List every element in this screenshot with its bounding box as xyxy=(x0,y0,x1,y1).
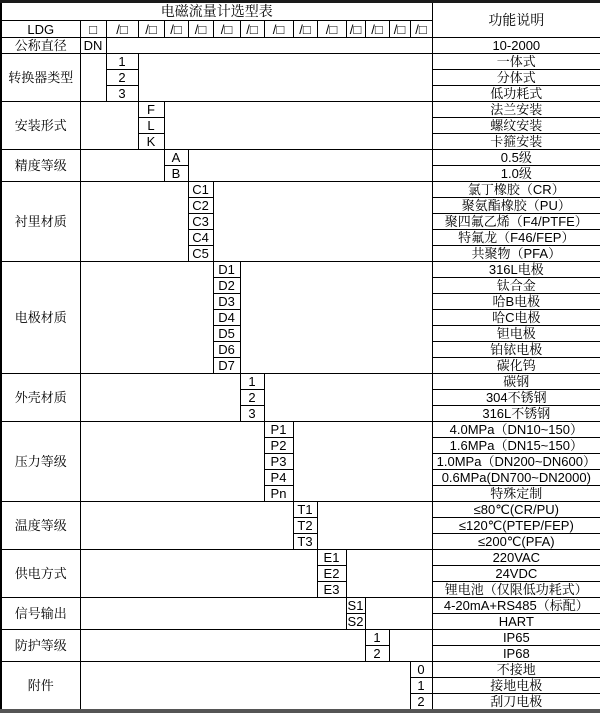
option-code: P2 xyxy=(264,438,293,454)
option-description: 1.0MPa（DN200~DN600） xyxy=(432,454,600,470)
option-description: 刮刀电极 xyxy=(432,694,600,712)
option-code: 2 xyxy=(365,646,389,662)
option-description: 碳钢 xyxy=(432,374,600,390)
option-description: 10-2000 xyxy=(432,38,600,54)
model-slot: /□ xyxy=(213,21,240,38)
blank-cell xyxy=(188,150,432,182)
option-description: ≤120℃(PTEP/FEP) xyxy=(432,518,600,534)
blank-cell xyxy=(240,262,432,374)
option-code: D7 xyxy=(213,358,240,374)
option-code: DN xyxy=(80,38,106,54)
option-description: 304不锈钢 xyxy=(432,390,600,406)
blank-cell xyxy=(264,374,432,422)
category-label: 公称直径 xyxy=(1,38,80,54)
option-code: B xyxy=(164,166,188,182)
option-code: E2 xyxy=(317,566,346,582)
option-description: 分体式 xyxy=(432,70,600,86)
category-label: 精度等级 xyxy=(1,150,80,182)
category-label: 附件 xyxy=(1,662,80,712)
option-code: L xyxy=(138,118,164,134)
category-label: 温度等级 xyxy=(1,502,80,550)
option-description: 316L不锈钢 xyxy=(432,406,600,422)
option-code: S1 xyxy=(347,598,364,613)
option-description: 螺纹安装 xyxy=(432,118,600,134)
category-label: 防护等级 xyxy=(1,630,80,662)
option-description: 接地电极 xyxy=(432,678,600,694)
model-slot: /□ xyxy=(293,21,317,38)
option-description: 聚氨酯橡胶（PU） xyxy=(432,198,600,214)
category-label: 供电方式 xyxy=(1,550,80,598)
option-code: E1 xyxy=(317,550,346,566)
option-description: 碳化钨 xyxy=(432,358,600,374)
model-slot: /□ xyxy=(164,21,188,38)
model-slot: /□ xyxy=(138,21,164,38)
title-row xyxy=(1,2,600,21)
blank-cell xyxy=(138,54,432,102)
blank-cell xyxy=(80,630,365,662)
option-code: E3 xyxy=(317,582,346,598)
spec-row xyxy=(1,102,600,118)
spec-row xyxy=(1,150,600,166)
option-code: D5 xyxy=(213,326,240,342)
table-title: 电磁流量计选型表 xyxy=(1,2,432,21)
model-slot: /□ xyxy=(346,21,365,38)
option-code: 1 xyxy=(410,678,432,694)
option-description: 钛合金 xyxy=(432,278,600,294)
blank-cell xyxy=(365,598,432,630)
model-slot: /□ xyxy=(389,21,410,38)
option-description: 4-20mA+RS485（标配） xyxy=(432,598,600,614)
option-description: 特氟龙（F46/FEP） xyxy=(432,230,600,246)
option-code: Pn xyxy=(264,486,293,502)
option-description: 24VDC xyxy=(432,566,600,582)
blank-cell xyxy=(80,550,317,598)
blank-cell xyxy=(106,38,432,54)
spec-row xyxy=(1,262,600,278)
option-code: 3 xyxy=(106,86,138,102)
option-description: 0.5级 xyxy=(432,150,600,166)
option-description: 一体式 xyxy=(432,54,600,70)
option-description: IP68 xyxy=(432,646,600,662)
blank-cell xyxy=(80,102,138,150)
blank-cell xyxy=(80,54,106,102)
blank-cell xyxy=(80,374,240,422)
option-code: D3 xyxy=(213,294,240,310)
option-code: T2 xyxy=(293,518,317,534)
spec-row xyxy=(1,182,600,198)
option-code: S2 xyxy=(347,614,364,629)
blank-cell xyxy=(293,422,432,502)
option-description: 卡箍安装 xyxy=(432,134,600,150)
blank-cell xyxy=(80,182,188,262)
category-label: 转换器类型 xyxy=(1,54,80,102)
blank-cell xyxy=(317,502,432,550)
option-description: 氯丁橡胶（CR） xyxy=(432,182,600,198)
option-code: A xyxy=(164,150,188,166)
option-description: 哈C电极 xyxy=(432,310,600,326)
option-description: 铂铱电极 xyxy=(432,342,600,358)
option-description: 1.6MPa（DN15~150） xyxy=(432,438,600,454)
model-box: □ xyxy=(80,21,106,38)
spec-row xyxy=(1,598,600,614)
option-code: D2 xyxy=(213,278,240,294)
option-code: P3 xyxy=(264,454,293,470)
spec-row xyxy=(1,374,600,390)
option-description: ≤80℃(CR/PU) xyxy=(432,502,600,518)
option-description: 低功耗式 xyxy=(432,86,600,102)
function-header: 功能说明 xyxy=(432,2,600,38)
option-code: 1 xyxy=(365,630,389,646)
option-description: 聚四氟乙烯（F4/PTFE） xyxy=(432,214,600,230)
option-code: P1 xyxy=(264,422,293,438)
option-description: 锂电池（仅限低功耗式） xyxy=(432,582,600,598)
model-slot: /□ xyxy=(106,21,138,38)
option-code: T3 xyxy=(293,534,317,550)
option-description: 316L电极 xyxy=(432,262,600,278)
option-description: 4.0MPa（DN10~150） xyxy=(432,422,600,438)
model-slot: /□ xyxy=(240,21,264,38)
option-code: C2 xyxy=(188,198,213,214)
blank-cell xyxy=(80,502,293,550)
blank-cell xyxy=(80,262,213,374)
option-description: 1.0级 xyxy=(432,166,600,182)
option-description: 220VAC xyxy=(432,550,600,566)
category-label: 电极材质 xyxy=(1,262,80,374)
option-code: D4 xyxy=(213,310,240,326)
category-label: 压力等级 xyxy=(1,422,80,502)
blank-cell xyxy=(213,182,432,262)
model-slot: /□ xyxy=(264,21,293,38)
model-slot: /□ xyxy=(317,21,346,38)
option-code: T1 xyxy=(293,502,317,518)
category-label: 信号输出 xyxy=(1,598,80,630)
option-description: IP65 xyxy=(432,630,600,646)
option-description: ≤200℃(PFA) xyxy=(432,534,600,550)
table-body xyxy=(1,2,600,712)
spec-row xyxy=(1,38,600,54)
model-slot: /□ xyxy=(410,21,432,38)
spec-row xyxy=(1,630,600,646)
option-description: 共聚物（PFA） xyxy=(432,246,600,262)
option-description: HART xyxy=(432,614,600,630)
option-code: 2 xyxy=(410,694,432,712)
option-code: F xyxy=(138,102,164,118)
option-description: 哈B电极 xyxy=(432,294,600,310)
blank-cell xyxy=(389,630,432,662)
option-code: C3 xyxy=(188,214,213,230)
blank-cell xyxy=(80,598,346,630)
category-label: 外壳材质 xyxy=(1,374,80,422)
blank-cell xyxy=(164,102,432,150)
blank-cell xyxy=(80,422,264,502)
option-code: 3 xyxy=(240,406,264,422)
model-slot: /□ xyxy=(188,21,213,38)
spec-row xyxy=(1,502,600,518)
option-description: 钽电极 xyxy=(432,326,600,342)
option-code: D6 xyxy=(213,342,240,358)
blank-cell xyxy=(80,662,410,712)
model-slot: /□ xyxy=(365,21,389,38)
category-label: 安装形式 xyxy=(1,102,80,150)
option-code: 1 xyxy=(240,374,264,390)
spec-row xyxy=(1,662,600,678)
option-code: C5 xyxy=(188,246,213,262)
option-description: 法兰安装 xyxy=(432,102,600,118)
option-code: 0 xyxy=(410,662,432,678)
spec-row xyxy=(1,550,600,566)
option-description: 不接地 xyxy=(432,662,600,678)
option-code: 1 xyxy=(106,54,138,70)
option-description: 0.6MPa(DN700~DN2000) xyxy=(432,470,600,486)
option-code: C4 xyxy=(188,230,213,246)
spec-row xyxy=(1,54,600,70)
spec-row xyxy=(1,422,600,438)
option-description: 特殊定制 xyxy=(432,486,600,502)
model-prefix: LDG xyxy=(1,21,80,38)
option-code: P4 xyxy=(264,470,293,486)
option-code: D1 xyxy=(213,262,240,278)
category-label: 衬里材质 xyxy=(1,182,80,262)
option-code: K xyxy=(138,134,164,150)
option-code: 2 xyxy=(106,70,138,86)
option-code: 2 xyxy=(240,390,264,406)
blank-cell xyxy=(346,550,432,598)
blank-cell xyxy=(80,150,164,182)
option-code: C1 xyxy=(188,182,213,198)
